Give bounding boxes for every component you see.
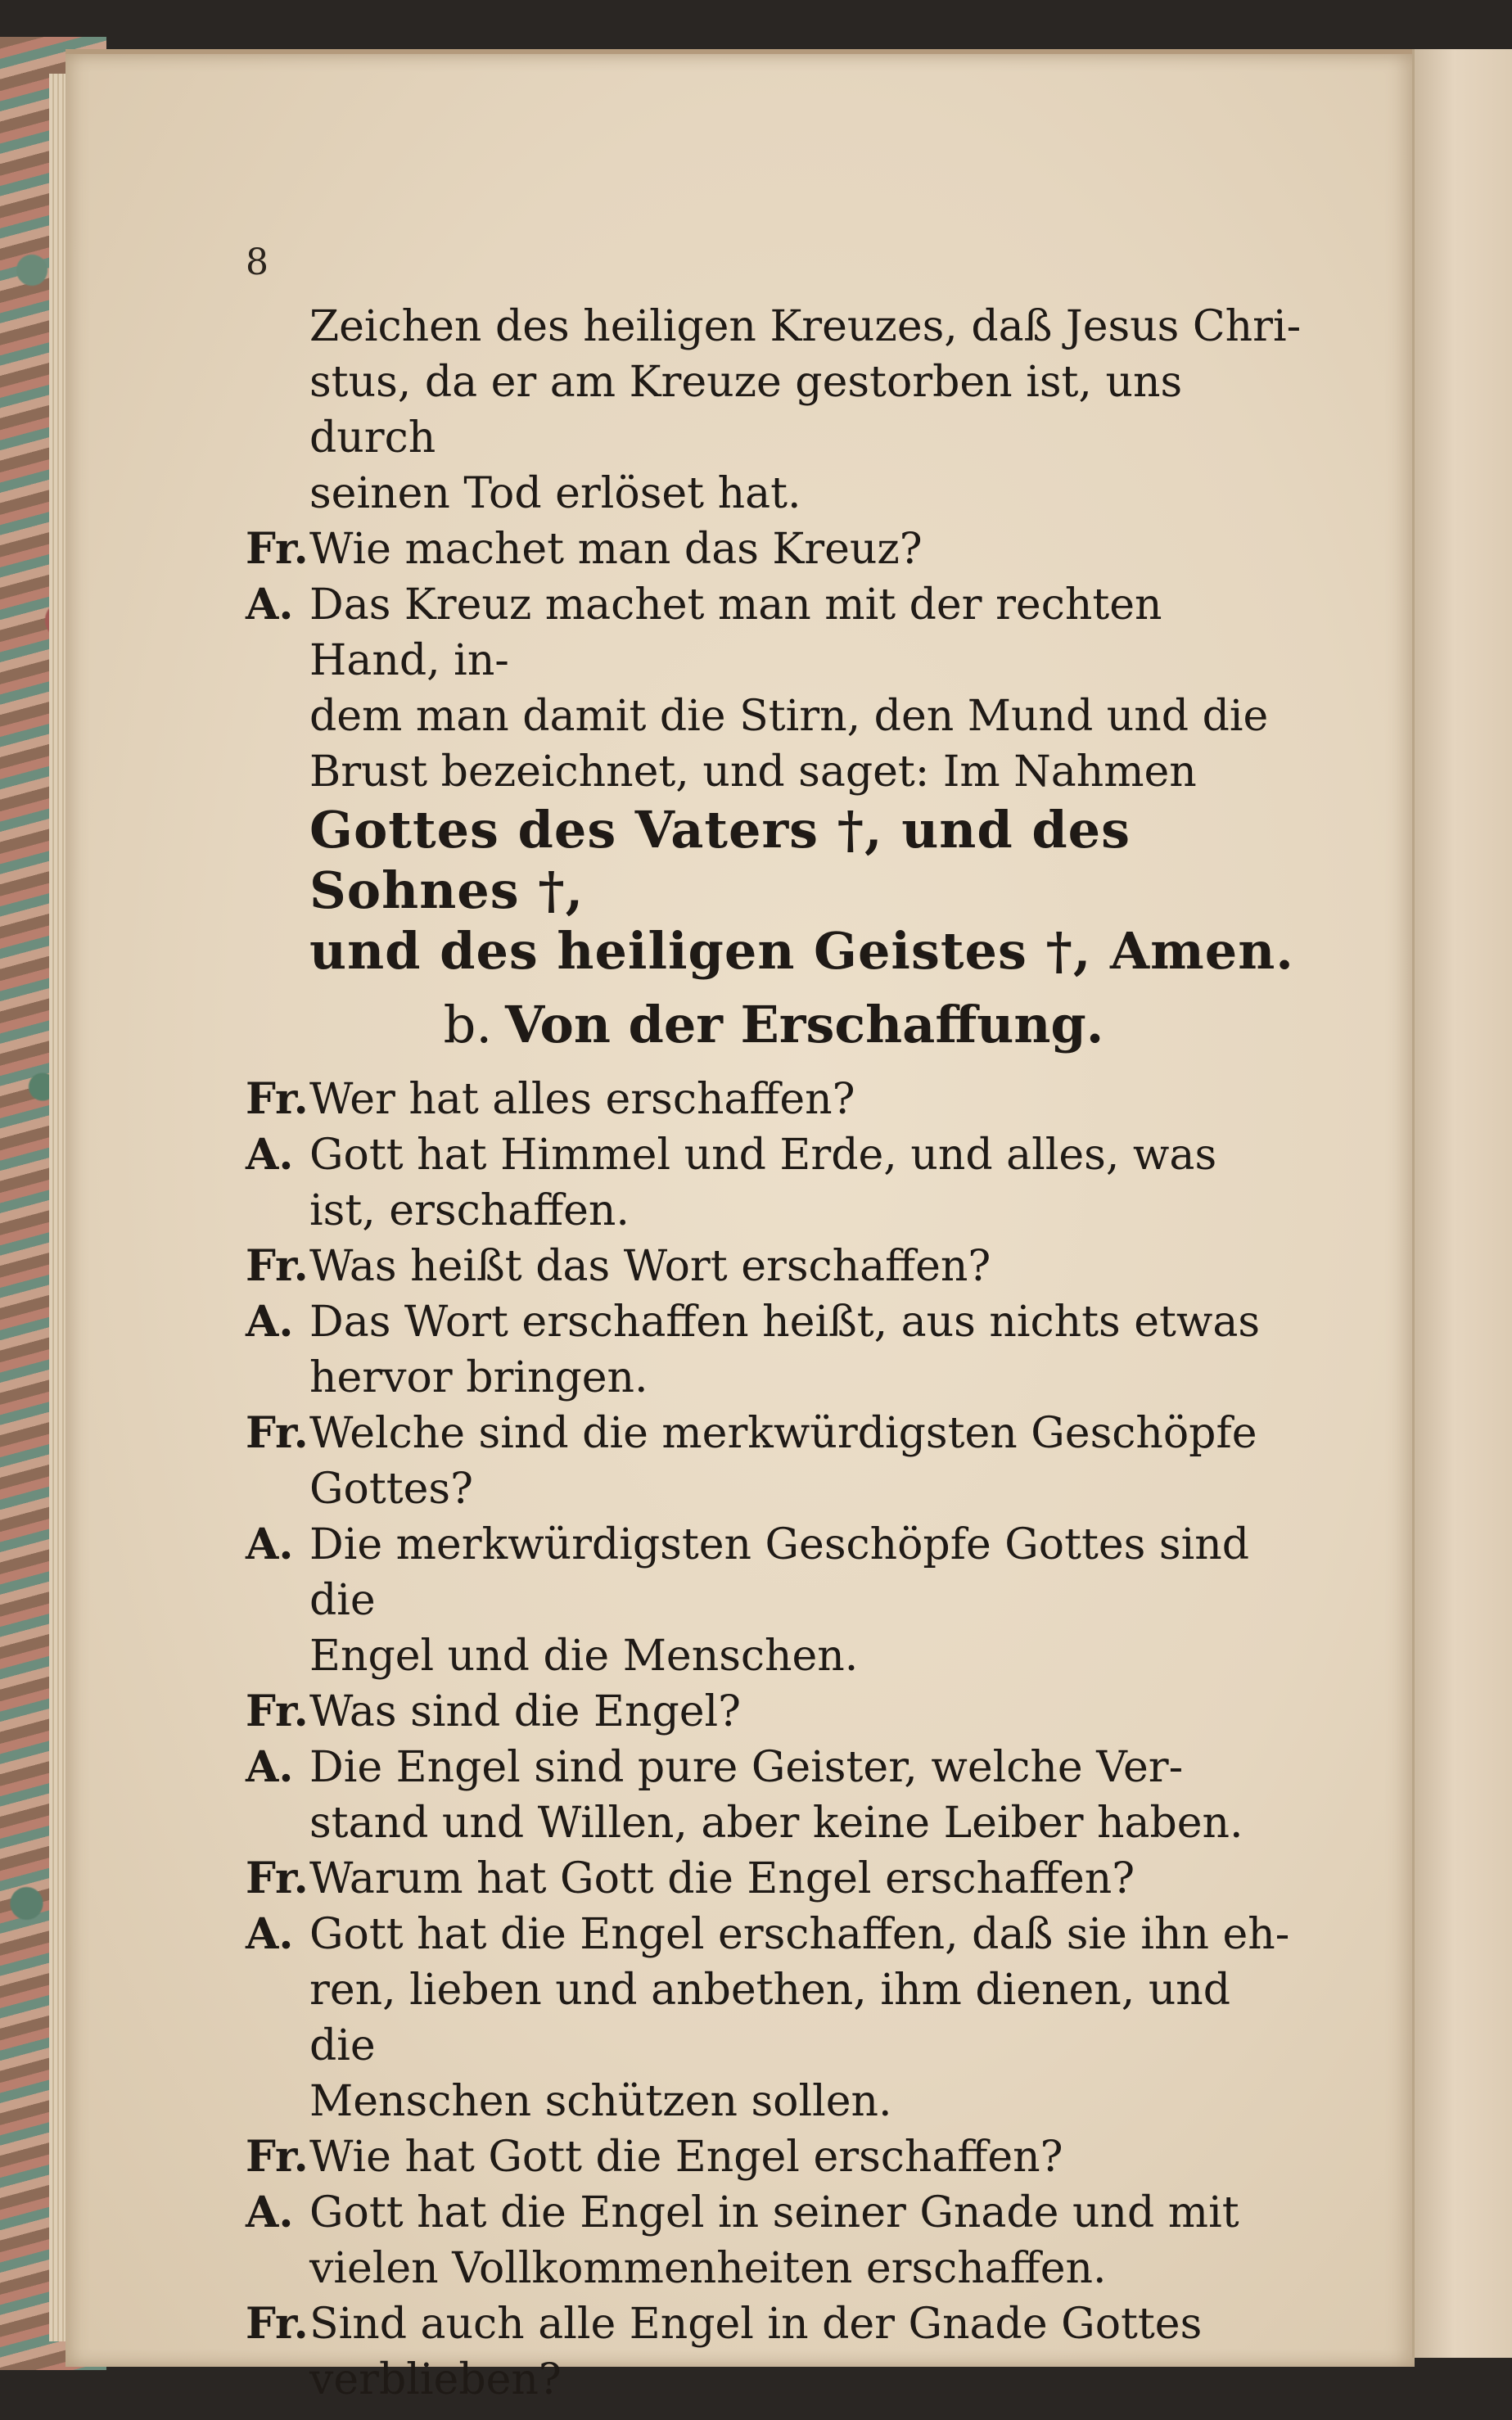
entry-label: Fr. (246, 1853, 309, 1903)
text-line: Gott hat Himmel und Erde, und alles, was (309, 1131, 1217, 1180)
text-line: Warum hat Gott die Engel erschaffen? (309, 1854, 1135, 1903)
page-number: 8 (246, 242, 269, 283)
answer-entry (246, 2185, 1302, 2296)
entry-label: A. (246, 1909, 294, 1959)
entry-label: A. (246, 1297, 294, 1347)
section-heading (246, 988, 1302, 1062)
question-entry (246, 1684, 1302, 1740)
text-line: Welche sind die merkwürdigsten Geschöpfe (309, 1409, 1257, 1458)
text-line: Brust bezeichnet, und saget: Im Nahmen (309, 747, 1197, 797)
entry-label: Fr. (246, 1074, 309, 1124)
entry-label: A. (246, 1519, 294, 1569)
text-line: stus, da er am Kreuze gestorben ist, uns durch (309, 358, 1183, 463)
entry-label: Fr. (246, 524, 309, 574)
formula-line: Gottes des Vaters †, und des Sohnes †, (309, 800, 1131, 920)
answer-entry (246, 1907, 1302, 2129)
text-line: Zeichen des heiligen Kreuzes, daß Jesus Chri- (309, 302, 1302, 351)
entry-label: A. (246, 580, 294, 630)
text-line: Wie machet man das Kreuz? (309, 525, 923, 574)
section-title: Von der Erschaffung. (505, 995, 1104, 1054)
answer-entry (246, 577, 1302, 982)
entry-label: A. (246, 1742, 294, 1792)
text-line: Was heißt das Wort erschaffen? (309, 1242, 991, 1291)
answer-entry (246, 1127, 1302, 1239)
question-entry (246, 2296, 1302, 2408)
text-line: Engel und die Menschen. (309, 1632, 859, 1681)
section-letter: b. (443, 995, 493, 1054)
entry-label: A. (246, 1130, 294, 1180)
text-line: Das Kreuz machet man mit der rechten Hand, in- (309, 580, 1162, 685)
text-line: stand und Willen, aber keine Leiber haben. (309, 1799, 1243, 1848)
entry-label: Fr. (246, 1241, 309, 1291)
page-text (246, 299, 1302, 2408)
answer-entry (246, 1294, 1302, 1406)
intro-paragraph (246, 299, 1302, 521)
text-line: vielen Vollkommenheiten erschaffen. (309, 2244, 1107, 2293)
text-line: Gott hat die Engel in seiner Gnade und mit (309, 2188, 1239, 2237)
question-entry (246, 521, 1302, 577)
entry-label: Fr. (246, 1686, 309, 1736)
facing-page-edge (1412, 49, 1512, 2358)
answer-entry (246, 1740, 1302, 1851)
question-entry (246, 1239, 1302, 1294)
text-line: Gottes? (309, 1465, 473, 1514)
entry-label: A. (246, 2187, 294, 2237)
text-line: Menschen schützen sollen. (309, 2077, 892, 2126)
text-line: ist, erschaffen. (309, 1186, 630, 1235)
question-entry (246, 1072, 1302, 1127)
text-line: dem man damit die Stirn, den Mund und die (309, 692, 1269, 741)
text-line: Die Engel sind pure Geister, welche Ver- (309, 1743, 1184, 1792)
entry-label: Fr. (246, 2299, 309, 2349)
text-line: Das Wort erschaffen heißt, aus nichts etwas (309, 1298, 1261, 1347)
formula-line: und des heiligen Geistes †, Amen. (309, 921, 1294, 981)
text-line: seinen Tod erlöset hat. (309, 469, 801, 518)
text-line: Gott hat die Engel erschaffen, daß sie ihn eh- (309, 1910, 1290, 1959)
question-entry (246, 1851, 1302, 1907)
entry-label: Fr. (246, 1408, 309, 1458)
entry-label: Fr. (246, 2132, 309, 2182)
answer-entry (246, 1517, 1302, 1684)
text-line: verblieben? (309, 2355, 562, 2404)
text-line: Die merkwürdigsten Geschöpfe Gottes sind die (309, 1520, 1249, 1625)
text-line: Sind auch alle Engel in der Gnade Gottes (309, 2300, 1203, 2349)
question-entry (246, 1406, 1302, 1517)
text-line: Wer hat alles erschaffen? (309, 1075, 855, 1124)
text-line: ren, lieben und anbethen, ihm dienen, und die (309, 1966, 1231, 2070)
text-line: hervor bringen. (309, 1353, 648, 1402)
text-line: Wie hat Gott die Engel erschaffen? (309, 2133, 1063, 2182)
question-entry (246, 2129, 1302, 2185)
text-line: Was sind die Engel? (309, 1687, 742, 1736)
